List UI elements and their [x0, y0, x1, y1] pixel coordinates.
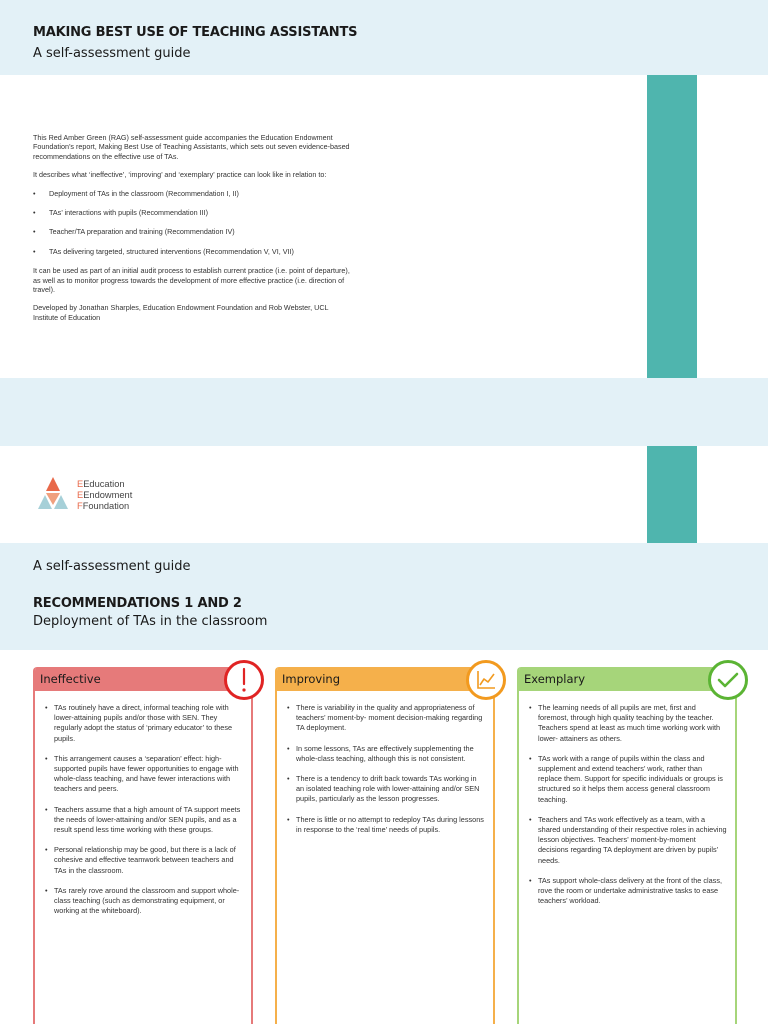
list-item: • Teacher/TA preparation and training (Recommendation IV): [33, 227, 353, 236]
page-title: MAKING BEST USE OF TEACHING ASSISTANTS: [33, 25, 358, 40]
intro-paragraph: Developed by Jonathan Sharples, Education Endowment Foundation and Rob Webster, UCL Institute of Education: [33, 303, 329, 322]
exclamation-icon: [224, 660, 264, 700]
exemplary-card: [517, 667, 737, 1024]
page-subtitle: A self-assessment guide: [33, 46, 191, 61]
trend-chart-icon: [466, 660, 506, 700]
intro-text: [33, 133, 353, 331]
improving-card-header: Improving: [277, 667, 493, 691]
list-item: • TAs rarely rove around the classroom and support whole-class teaching (such as demonstrating equipment, or working at the whiteboard).: [45, 886, 243, 917]
logo-text-line-3: FFoundation: [77, 501, 130, 511]
teal-accent-bar: [647, 75, 697, 378]
list-item: • TAs’ interactions with pupils (Recommendation III): [33, 208, 353, 217]
eef-logo: [33, 476, 153, 516]
list-item: • TAs routinely have a direct, informal teaching role with lower-attaining pupils and/or those with SEN. They regularly adopt the status of ‘primary educator’ to these pupils.: [45, 703, 243, 744]
recommendation-subtitle: Deployment of TAs in the classroom: [33, 614, 268, 629]
list-item: • Teachers assume that a high amount of TA support meets the needs of lower-attaining and/or SEN pupils, and as a result spend less time working with these groups.: [45, 805, 243, 836]
list-item: • Personal relationship may be good, but there is a lack of cohesive and effective teamwork between teachers and TAs in the classroom.: [45, 845, 243, 876]
checkmark-icon: [708, 660, 748, 700]
intro-paragraph: It describes what ‘ineffective’, ‘improving’ and ‘exemplary’ practice can look like in relation to:: [33, 170, 327, 180]
teal-accent-bar-lower: [647, 446, 697, 543]
ineffective-card-header: Ineffective: [35, 667, 251, 691]
improving-list: [277, 691, 493, 835]
list-item: • TAs work with a range of pupils within the class and supplement and extend teachers’ work, rather than replace them. Support for specific individuals or groups is structured so it helps them access general classroom teaching.: [529, 754, 727, 805]
logo-text-line-2: EEndowment: [77, 490, 133, 500]
list-item: • There is variability in the quality and appropriateness of teachers’ moment-by- moment decision-making regarding TA deployment.: [287, 703, 485, 734]
recommendation-title: RECOMMENDATIONS 1 AND 2: [33, 596, 242, 611]
list-item: • Deployment of TAs in the classroom (Recommendation I, II): [33, 189, 353, 198]
guide-label: A self-assessment guide: [33, 559, 191, 574]
list-item: • The learning needs of all pupils are met, first and foremost, through high quality teaching by the teacher. Teachers spend at least as much time working work with lower- attainers as others.: [529, 703, 727, 744]
list-item: • Teachers and TAs work effectively as a team, with a shared understanding of their respective roles in achieving lesson objectives. Teachers’ moment-by-moment decisions regarding TA deployment are driven by pupils’ needs.: [529, 815, 727, 866]
list-item: • There is a tendency to drift back towards TAs working in an isolated teaching role with lower-attaining and/or SEN pupils, particularly as the lesson progresses.: [287, 774, 485, 805]
ineffective-card: [33, 667, 253, 1024]
list-item: • In some lessons, TAs are effectively supplementing the whole-class teaching, although this is not consistent.: [287, 744, 485, 764]
list-item: • This arrangement causes a ‘separation’ effect: high-supported pupils have fewer opportunities to engage with whole-class teaching, and have fewer interactions with teachers and peers.: [45, 754, 243, 795]
intro-bullet-list: [33, 189, 353, 257]
eef-logo-icon: [33, 476, 73, 514]
logo-text-line-1: EEducation: [77, 479, 125, 489]
ineffective-list: [35, 691, 251, 916]
intro-paragraph: It can be used as part of an initial audit process to establish current practice (i.e. point of departure), as well as to monitor progress towards the development of more effective practice (i.e. direction of travel).: [33, 266, 350, 295]
exemplary-list: [519, 691, 735, 906]
list-item: • TAs support whole-class delivery at the front of the class, rove the room or undertake administrative tasks to ease teachers’ workload.: [529, 876, 727, 907]
improving-card: [275, 667, 495, 1024]
divider-band: [0, 378, 768, 446]
list-item: • TAs delivering targeted, structured interventions (Recommendation V, VI, VII): [33, 247, 353, 256]
exemplary-card-header: Exemplary: [519, 667, 735, 691]
list-item: • There is little or no attempt to redeploy TAs during lessons in response to the ‘real time’ needs of pupils.: [287, 815, 485, 835]
intro-paragraph: This Red Amber Green (RAG) self-assessment guide accompanies the Education Endowment Foundation’s report, Making Best Use of Teaching Assistants, which sets out seven evidence-based recommendations on the effective use of TAs.: [33, 133, 350, 161]
